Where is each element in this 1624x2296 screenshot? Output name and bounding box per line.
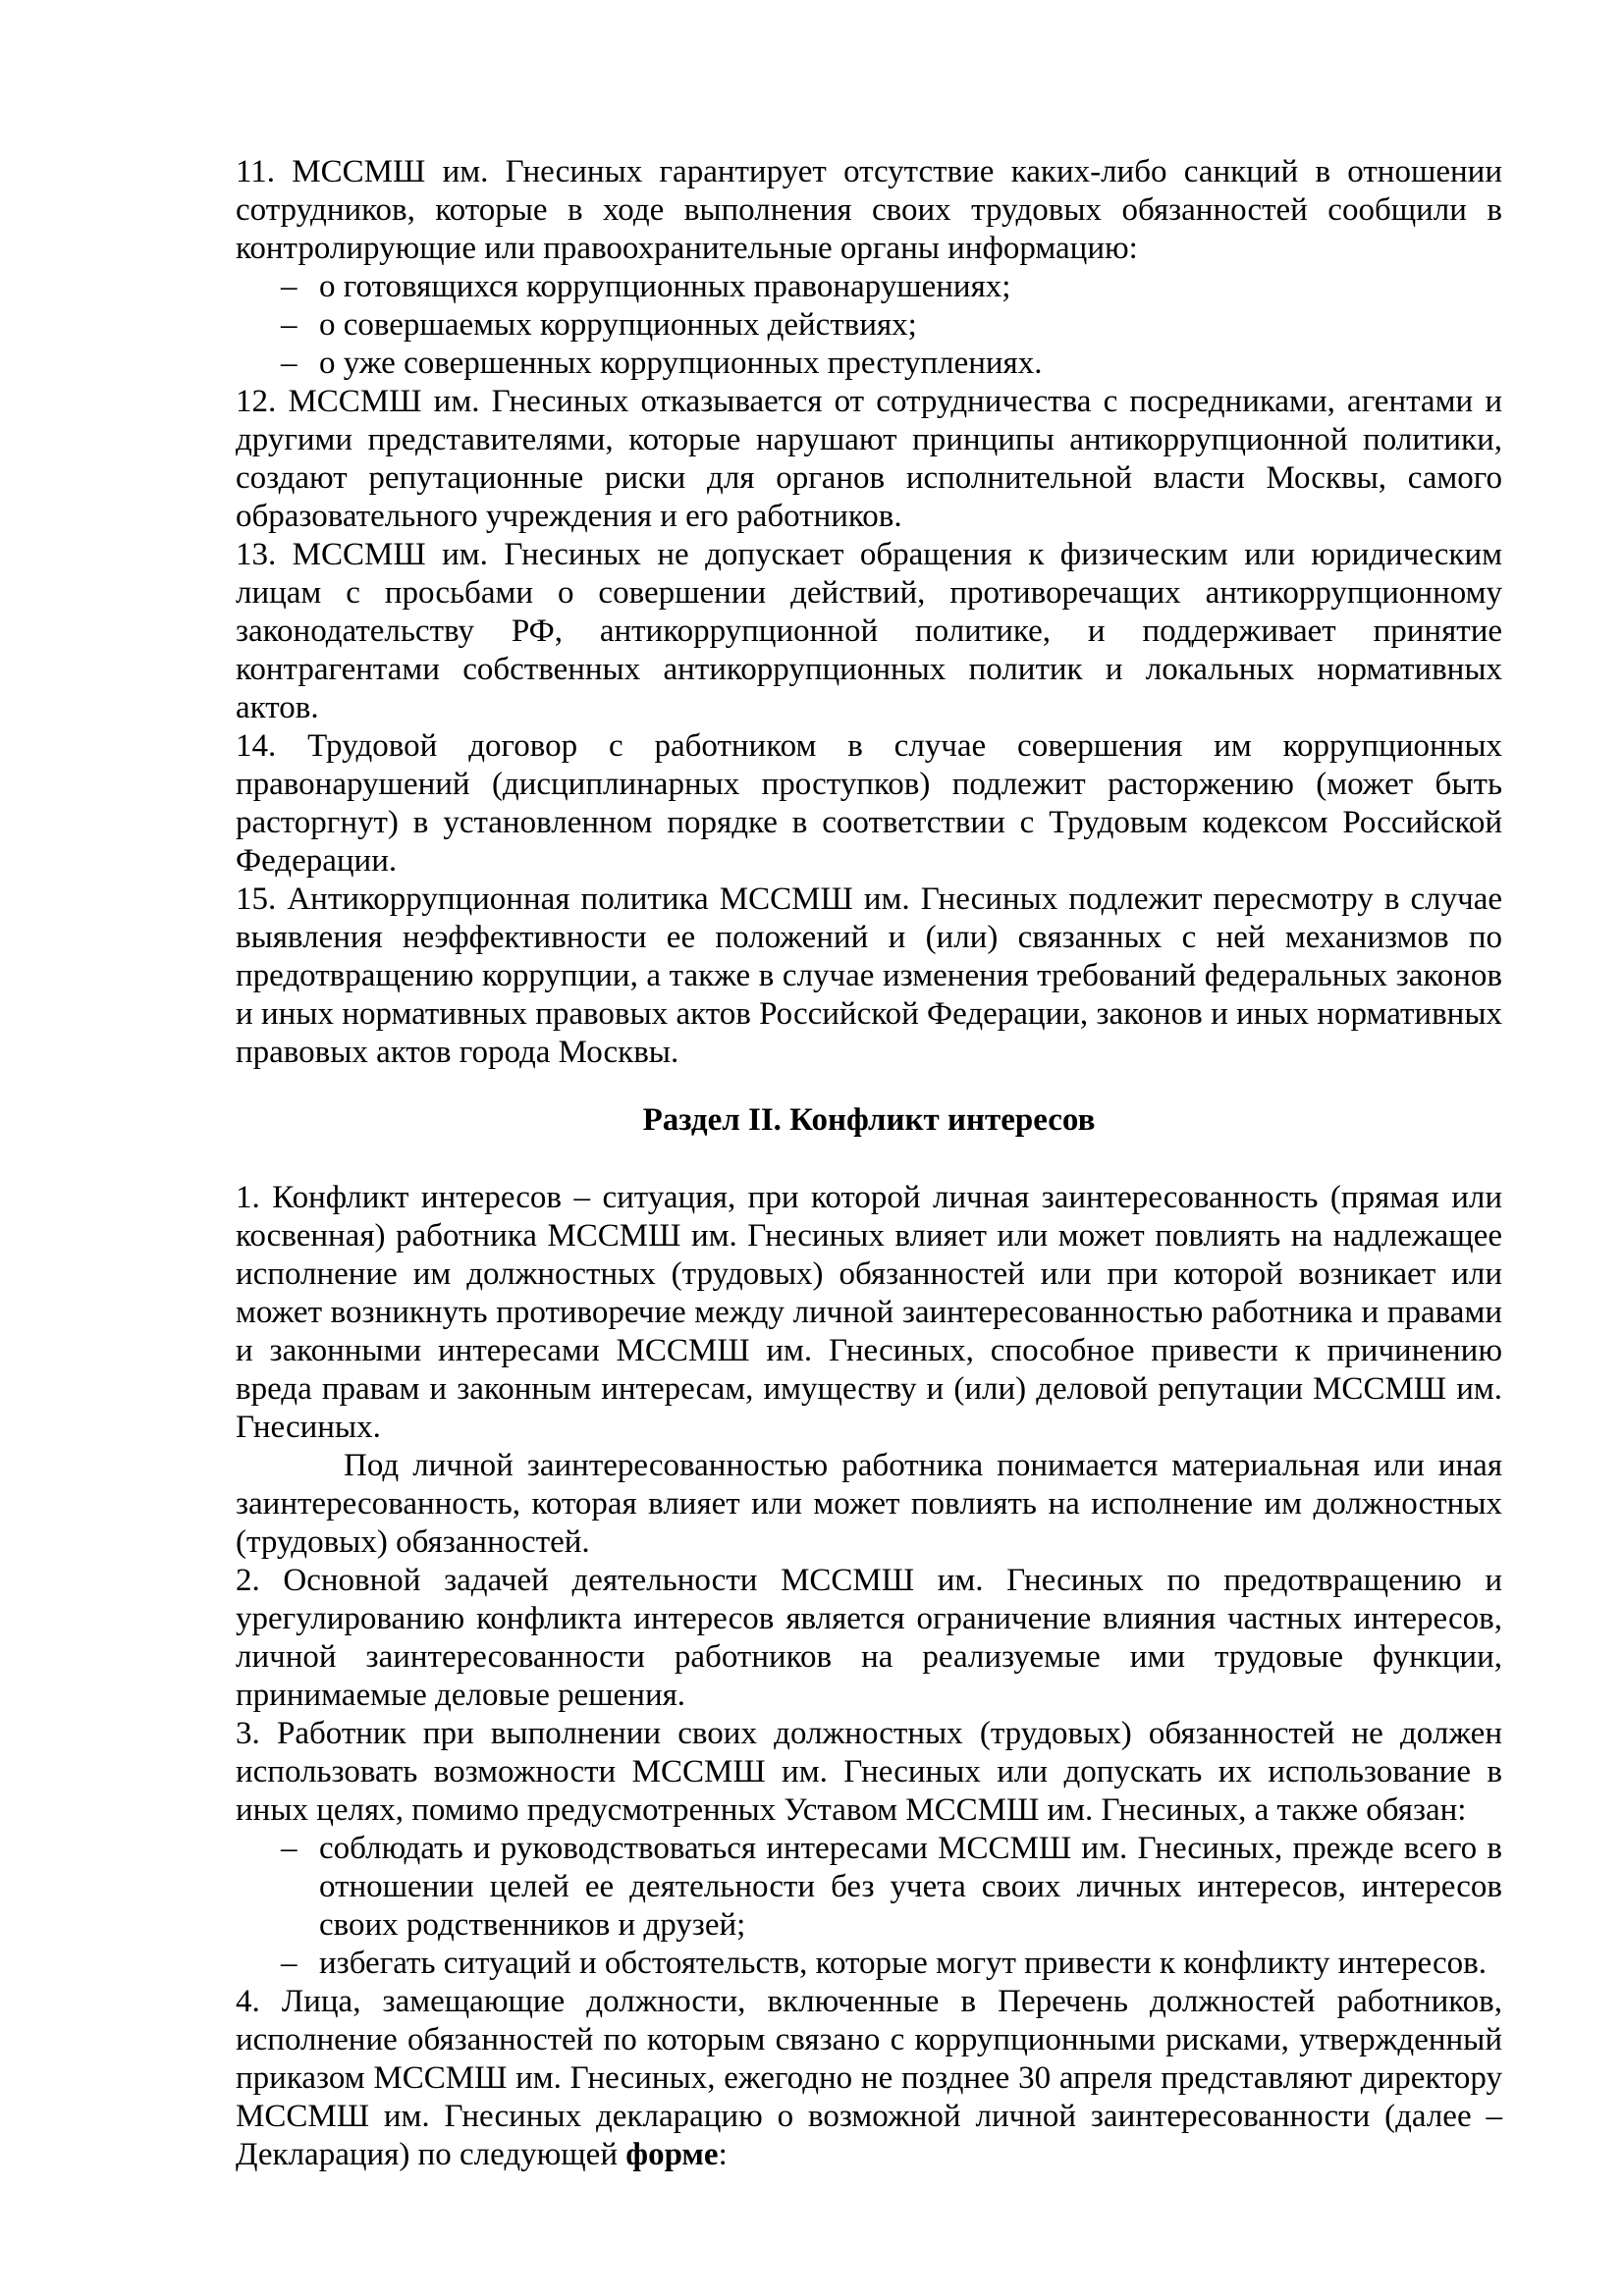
text-run: 15. Антикоррупционная политика МССМШ им. Гнесиных подлежит пересмотру в случае выявления неэффективности ее положений и (или) связанных с ней механизмов по предотвращению коррупции, а также в случае изменения требований федеральных законов и иных нормативных правовых актов Российской Федерации, законов и иных нормативных правовых актов города Москвы. bbox=[236, 881, 1502, 1070]
text-run: 13. МССМШ им. Гнесиных не допускает обращения к физическим или юридическим лицам с просьбами о совершении действий, противоречащих антикоррупционному законодательству РФ, антикоррупционной политике, и поддерживает принятие контрагентами собственных антикоррупционных политик и локальных нормативных актов. bbox=[236, 537, 1502, 725]
list-item bbox=[236, 345, 1502, 383]
dash-bullet-marker: – bbox=[281, 1946, 298, 1981]
paragraph bbox=[236, 383, 1502, 536]
paragraph bbox=[236, 727, 1502, 881]
list-item bbox=[236, 306, 1502, 345]
bold-text-run: форме bbox=[625, 2137, 719, 2172]
paragraph bbox=[236, 1179, 1502, 1447]
text-run: Под личной заинтересованностью работника понимается материальная или иная заинтересованность, которая влияет или может повлиять на исполнение им должностных (трудовых) обязанностей. bbox=[236, 1448, 1502, 1560]
text-run: : bbox=[718, 2137, 728, 2172]
section-heading bbox=[236, 1101, 1502, 1140]
paragraph bbox=[236, 536, 1502, 727]
text-run: о уже совершенных коррупционных преступлениях. bbox=[319, 346, 1043, 381]
indented-paragraph bbox=[236, 1447, 1502, 1562]
text-run: 1. Конфликт интересов – ситуация, при которой личная заинтересованность (прямая или косвенная) работника МССМШ им. Гнесиных влияет или может повлиять на надлежащее исполнение им должностных (трудовых) обязанностей или при которой возникает или может возникнуть противоречие между личной заинтересованностью работника и правами и законными интересами МССМШ им. Гнесиных, способное привести к причинению вреда правам и законным интересам, имуществу и (или) деловой репутации МССМШ им. Гнесиных. bbox=[236, 1180, 1502, 1445]
paragraph bbox=[236, 1983, 1502, 2174]
text-run: о совершаемых коррупционных действиях; bbox=[319, 307, 917, 343]
text-run: 3. Работник при выполнении своих должностных (трудовых) обязанностей не должен использовать возможности МССМШ им. Гнесиных или допускать их использование в иных целях, помимо предусмотренных Уставом МССМШ им. Гнесиных, а также обязан: bbox=[236, 1716, 1502, 1828]
dash-bullet-marker: – bbox=[281, 269, 298, 304]
text-run: избегать ситуаций и обстоятельств, которые могут привести к конфликту интересов. bbox=[319, 1946, 1487, 1981]
text-run: 12. МССМШ им. Гнесиных отказывается от сотрудничества с посредниками, агентами и другими представителями, которые нарушают принципы антикоррупционной политики, создают репутационные риски для органов исполнительной власти Москвы, самого образовательного учреждения и его работников. bbox=[236, 384, 1502, 534]
paragraph bbox=[236, 881, 1502, 1072]
bold-text-run: Раздел II. Конфликт интересов bbox=[642, 1102, 1096, 1138]
document-body bbox=[236, 153, 1502, 2174]
list-item bbox=[236, 1830, 1502, 1945]
text-run: 11. МССМШ им. Гнесиных гарантирует отсутствие каких-либо санкций в отношении сотрудников, которые в ходе выполнения своих трудовых обязанностей сообщили в контролирующие или правоохранительные органы информацию: bbox=[236, 154, 1502, 266]
dash-bullet-marker: – bbox=[281, 346, 298, 381]
text-run: 14. Трудовой договор с работником в случае совершения им коррупционных правонарушений (дисциплинарных проступков) подлежит расторжению (может быть расторгнут) в установленном порядке в соответствии с Трудовым кодексом Российской Федерации. bbox=[236, 728, 1502, 879]
text-run: соблюдать и руководствоваться интересами МССМШ им. Гнесиных, прежде всего в отношении целей ее деятельности без учета своих личных интересов, интересов своих родственников и друзей; bbox=[319, 1831, 1502, 1943]
text-run: 4. Лица, замещающие должности, включенные в Перечень должностей работников, исполнение обязанностей по которым связано с коррупционными рисками, утвержденный приказом МССМШ им. Гнесиных, ежегодно не позднее 30 апреля представляют директору МССМШ им. Гнесиных декларацию о возможной личной заинтересованности (далее – Декларация) по следующей bbox=[236, 1984, 1502, 2172]
dash-bullet-marker: – bbox=[281, 1831, 298, 1866]
text-run: 2. Основной задачей деятельности МССМШ им. Гнесиных по предотвращению и урегулированию конфликта интересов является ограничение влияния частных интересов, личной заинтересованности работников на реализуемые ими трудовые функции, принимаемые деловые решения. bbox=[236, 1563, 1502, 1713]
list-item bbox=[236, 268, 1502, 306]
text-run: о готовящихся коррупционных правонарушениях; bbox=[319, 269, 1011, 304]
list-item bbox=[236, 1945, 1502, 1983]
paragraph bbox=[236, 1715, 1502, 1830]
paragraph bbox=[236, 153, 1502, 268]
paragraph bbox=[236, 1562, 1502, 1715]
dash-bullet-marker: – bbox=[281, 307, 298, 343]
